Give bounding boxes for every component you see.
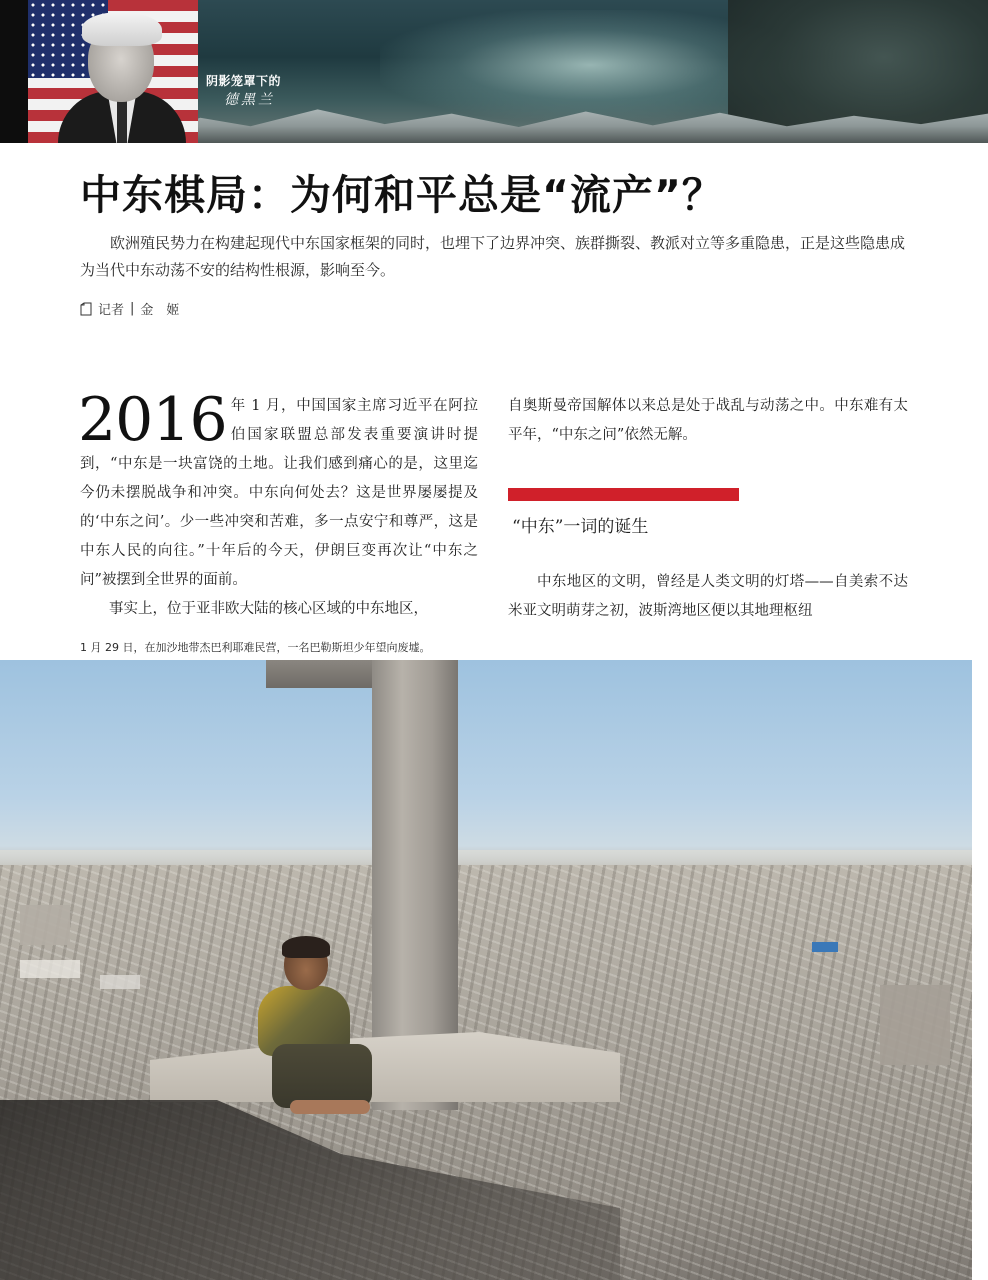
portrait-tie xyxy=(117,99,127,143)
byline-label: 记者 xyxy=(98,303,125,318)
byline xyxy=(80,299,179,318)
photo-ruined-building-right xyxy=(880,985,950,1065)
body-column-right-lower xyxy=(508,568,908,626)
body-column-right xyxy=(508,392,908,450)
paragraph-1-text: 年 1 月，中国国家主席习近平在阿拉伯国家联盟总部发表重要演讲时提到，“中东是一块富饶的土地。让我们感到痛心的是，这里迄今仍未摆脱战争和冲突。中东向何处去？这是世界屡屡提及的‘中东之问’。少一些冲突和苦难，多一点安宁和尊严，这是中东人民的向往。”十年后的今天，伊朗巨变再次让“中东之问”被摆到全世界的面前。 xyxy=(80,398,478,588)
photo-ruined-building-left xyxy=(20,905,70,945)
byline-author: 金 姬 xyxy=(140,303,180,318)
photo-caption: 1 月 29 日，在加沙地带杰巴利耶难民营，一名巴勒斯坦少年望向废墟。 xyxy=(80,641,431,654)
body-paragraph-1 xyxy=(78,385,478,595)
photo-boy-figure xyxy=(250,940,380,1120)
portrait-hair xyxy=(82,12,162,46)
article-standfirst: 欧洲殖民势力在构建起现代中东国家框架的同时，也埋下了边界冲突、族群撕裂、教派对立等多重隐患，正是这些隐患成为当代中东动荡不安的结构性根源，影响至今。 xyxy=(80,234,906,279)
drop-cap: 2016 xyxy=(78,385,227,455)
section-subhead: “中东”一词的诞生 xyxy=(512,517,649,537)
body-paragraph-3: 自奥斯曼帝国解体以来总是处于战乱与动荡之中。中东难有太平年，“中东之问”依然无解。 xyxy=(508,398,908,443)
photo-blue-tarp xyxy=(812,942,838,952)
body-paragraph-4: 中东地区的文明，曾经是人类文明的灯塔——自美索不达米亚文明萌芽之初，波斯湾地区便以其地理枢纽 xyxy=(508,574,908,619)
boy-hair xyxy=(282,936,330,958)
article-photo xyxy=(0,660,972,1280)
section-red-rule xyxy=(508,488,739,501)
boy-feet xyxy=(290,1100,370,1114)
photo-tent xyxy=(20,960,80,978)
byline-separator: | xyxy=(130,301,135,316)
pen-icon xyxy=(80,302,92,316)
series-subtitle: 德黑兰 xyxy=(224,92,275,108)
portrait-image xyxy=(58,6,186,143)
photo-tent xyxy=(100,975,140,989)
series-title: 阴影笼罩下的 xyxy=(206,74,282,88)
boy-legs xyxy=(272,1044,372,1108)
header-banner xyxy=(0,0,988,143)
article-headline: 中东棋局：为何和平总是“流产”？ xyxy=(80,171,724,219)
body-paragraph-2: 事实上，位于亚非欧大陆的核心区域的中东地区， xyxy=(109,601,428,617)
banner-edge-bar xyxy=(0,0,28,143)
body-column-left xyxy=(78,385,478,624)
